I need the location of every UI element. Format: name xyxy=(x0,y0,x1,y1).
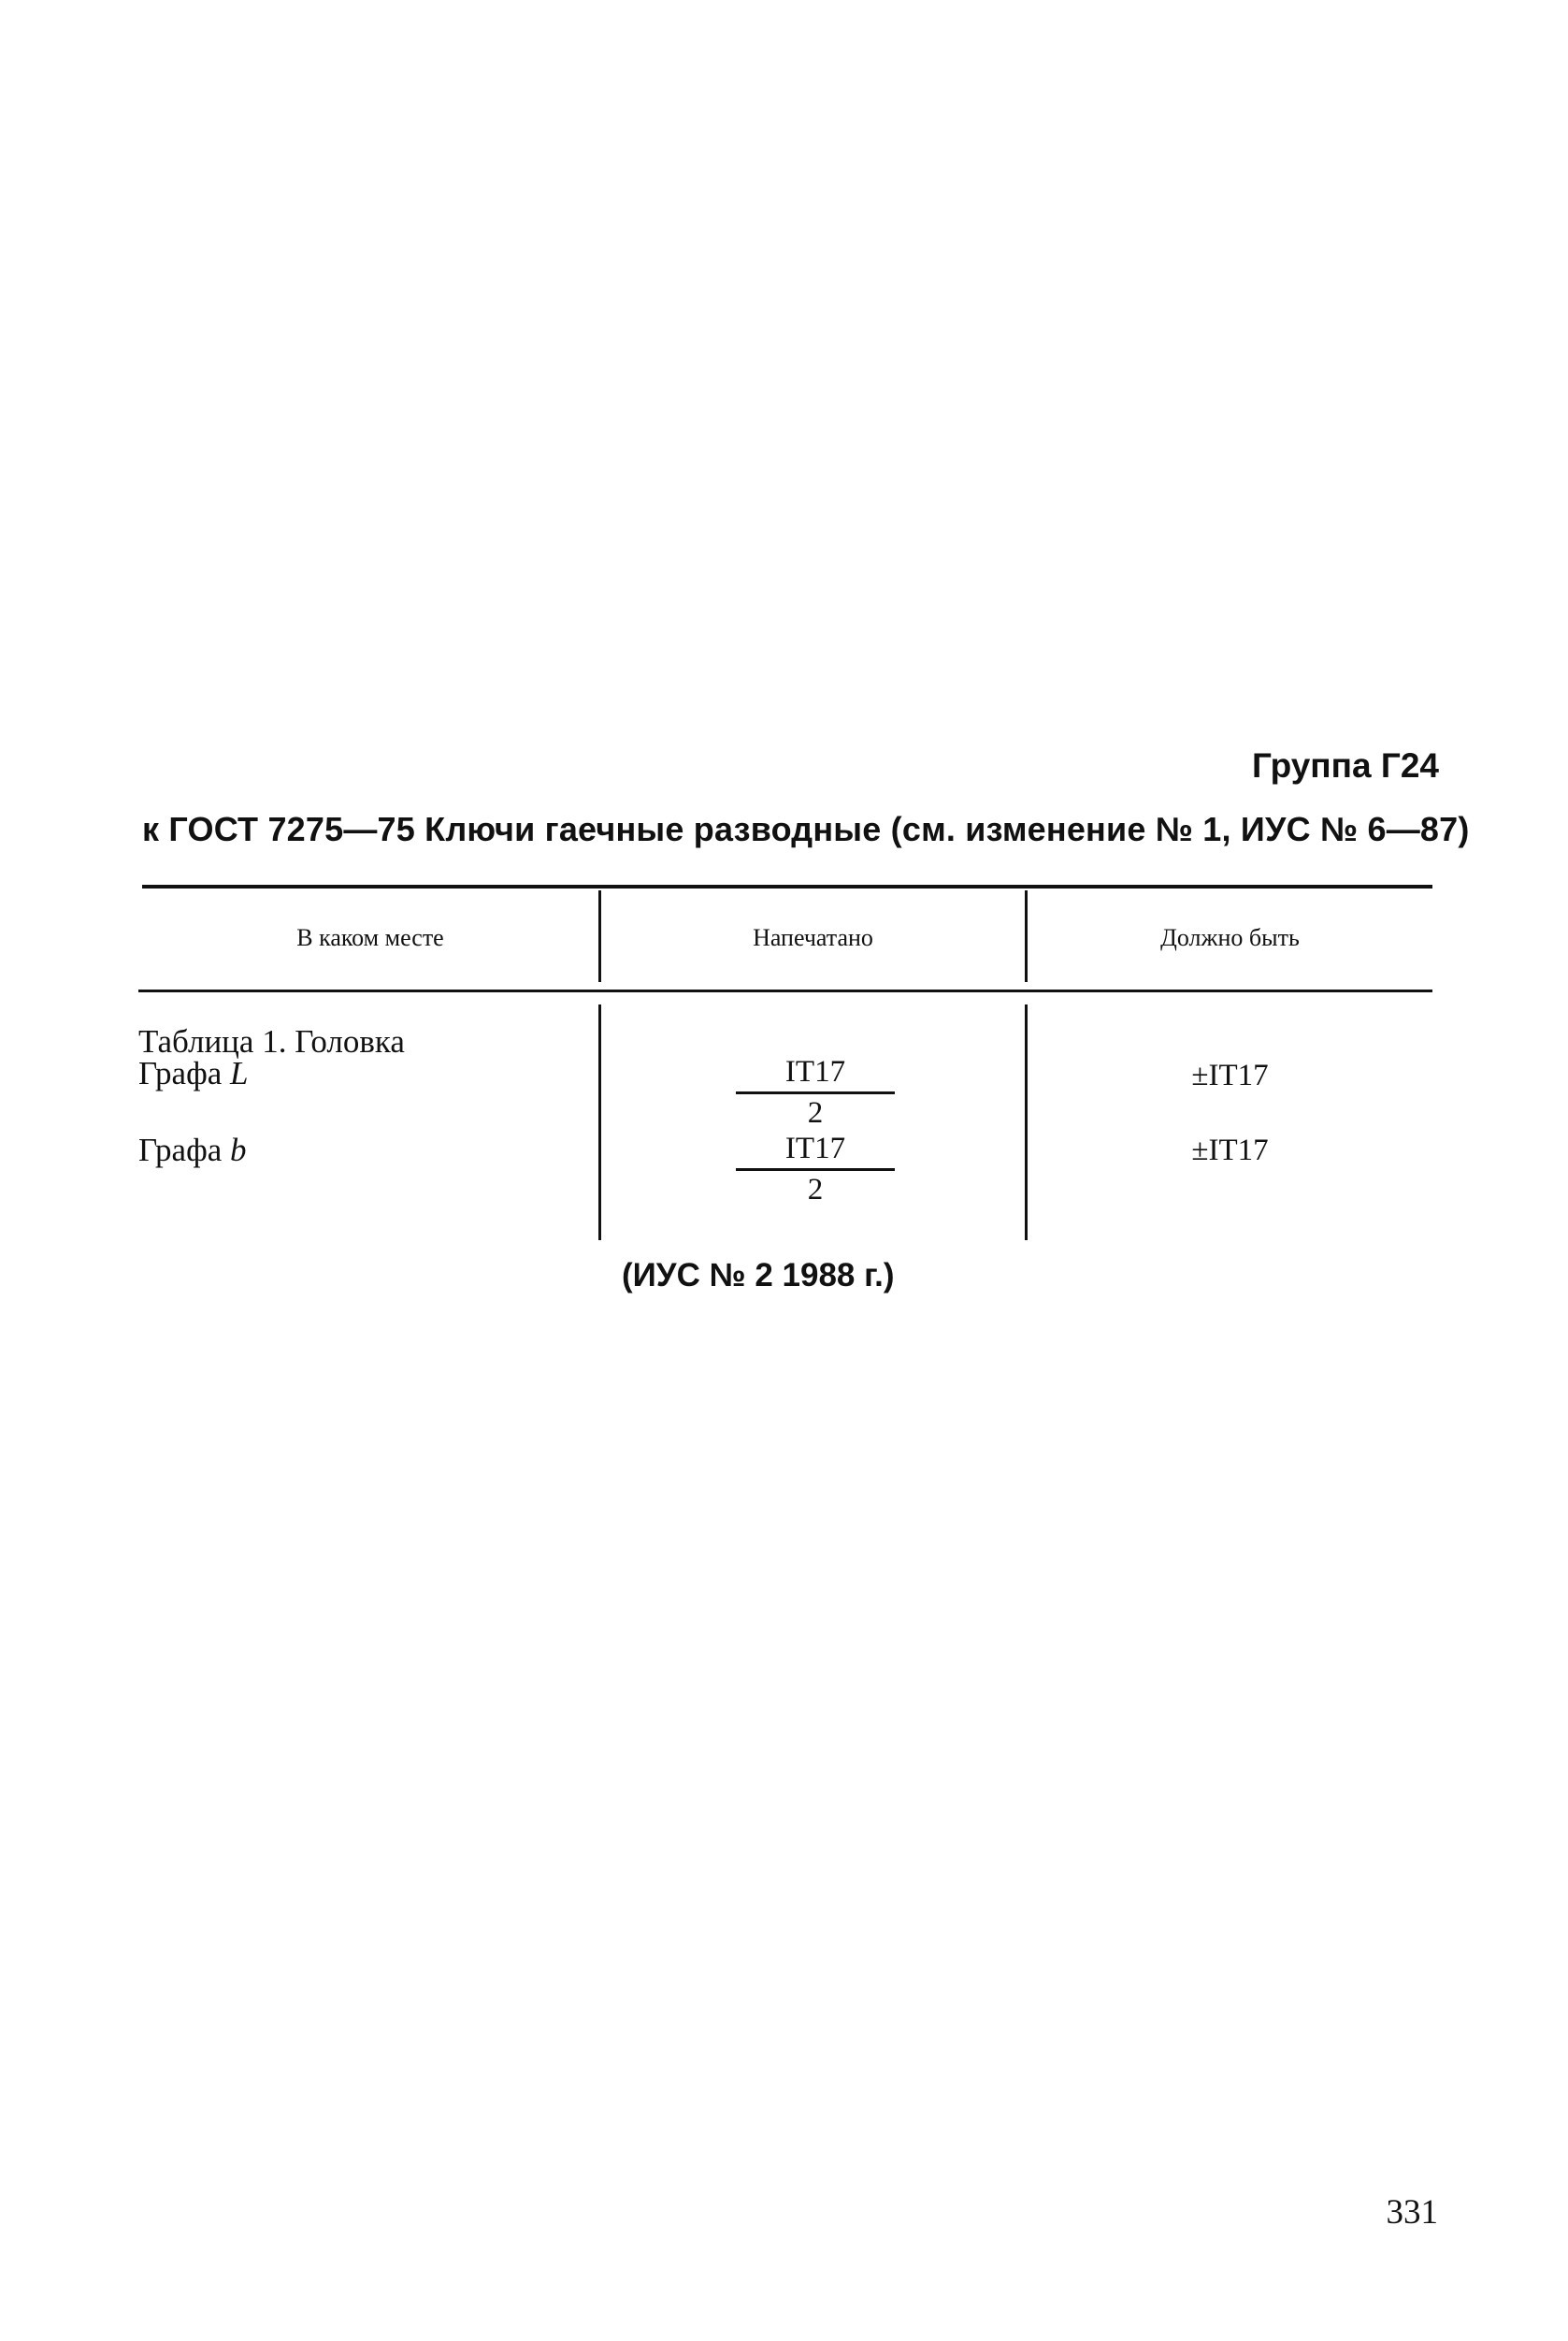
table-top-rule xyxy=(142,885,1432,889)
table-header-rule xyxy=(138,990,1432,992)
column-header-printed: Напечатано xyxy=(753,924,873,951)
document-title: к ГОСТ 7275—75 Ключи гаечные разводные (см. изменение № 1, ИУС № 6—87) xyxy=(142,810,1470,848)
correct-value: ±IT17 xyxy=(1191,1134,1269,1167)
correct-value: ±IT17 xyxy=(1191,1059,1269,1092)
place-label: Графа xyxy=(138,1055,223,1091)
fraction-denominator: 2 xyxy=(807,1173,824,1207)
column-header-correct: Должно быть xyxy=(1160,924,1300,951)
place-symbol: L xyxy=(230,1055,249,1091)
group-label: Группа Г24 xyxy=(1252,746,1439,785)
source-reference: (ИУС № 2 1988 г.) xyxy=(622,1257,895,1293)
place-label: Графа xyxy=(138,1132,223,1168)
page-number: 331 xyxy=(1386,2193,1438,2232)
place-symbol: b xyxy=(230,1132,247,1168)
column-header-place: В каком месте xyxy=(296,924,444,951)
printed-fraction xyxy=(722,1057,909,1129)
table-row xyxy=(138,1055,249,1092)
table-row: Таблица 1. Головка xyxy=(138,1023,405,1060)
fraction-numerator: IT17 xyxy=(784,1055,846,1089)
column-divider xyxy=(1025,1004,1028,1240)
fraction-numerator: IT17 xyxy=(784,1132,846,1165)
table-row xyxy=(138,1132,247,1169)
column-divider xyxy=(598,1004,601,1240)
printed-fraction xyxy=(722,1134,909,1206)
fraction-denominator: 2 xyxy=(807,1096,824,1130)
